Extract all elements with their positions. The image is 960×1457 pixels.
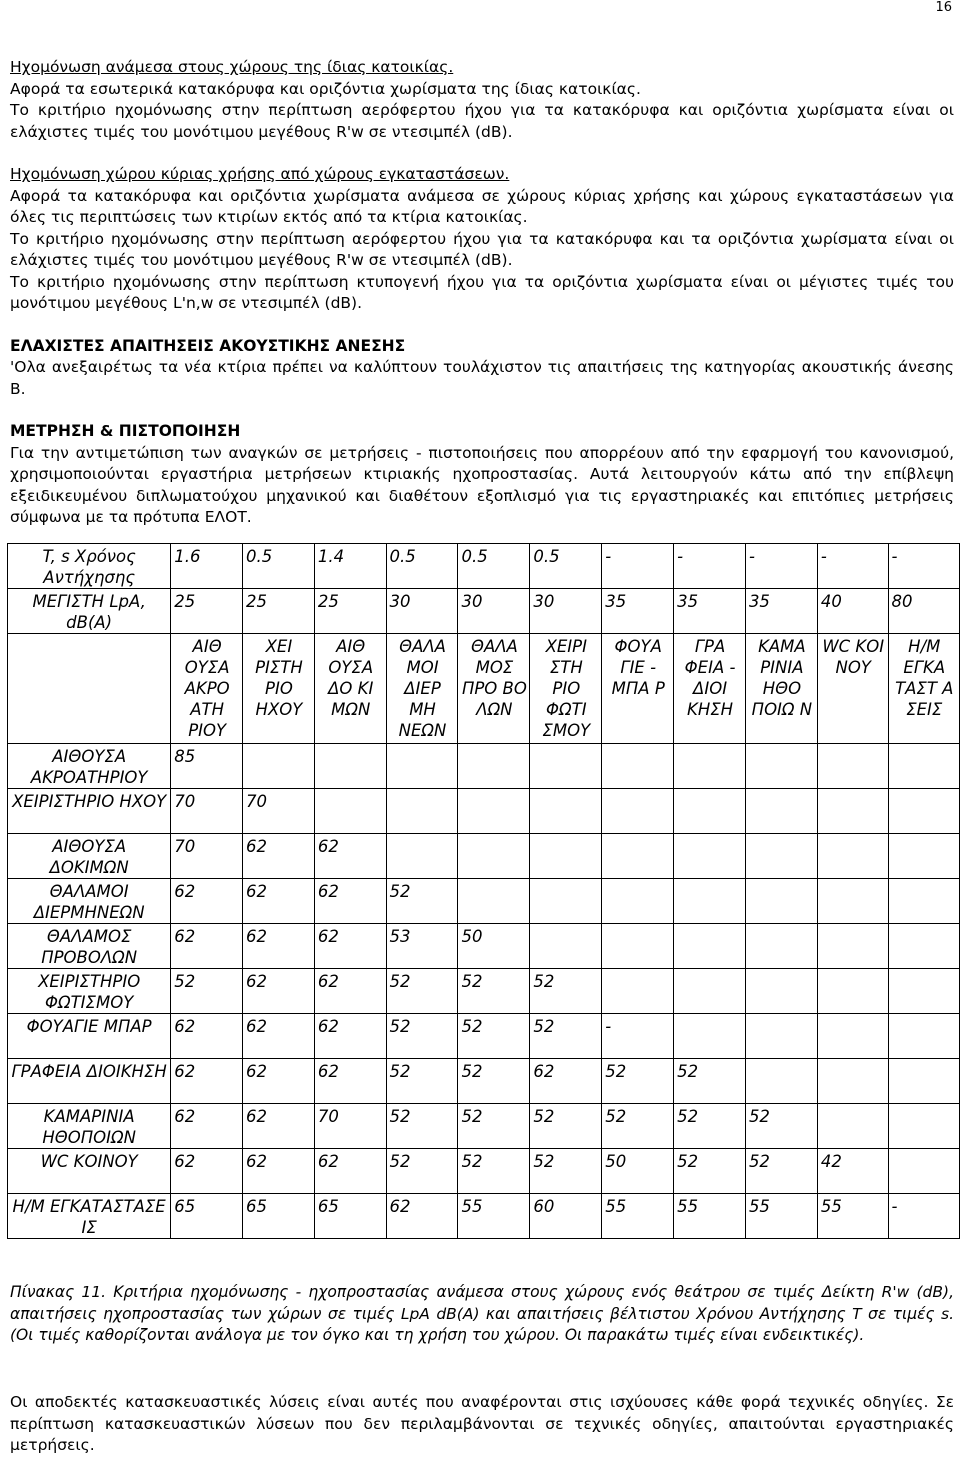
row-header: ΑΙΘΟΥΣΑ ΑΚΡΟΑΤΗΡΙΟΥ <box>8 744 171 789</box>
row-header: WC ΚΟΙΝΟΥ <box>8 1149 171 1194</box>
column-header: ΘΑΛΑ ΜΟΙ ΔΙΕΡ ΜΗ ΝΕΩΝ <box>386 634 458 744</box>
table-cell <box>530 879 602 924</box>
table-cell <box>817 879 888 924</box>
row-header: ΚΑΜΑΡΙΝΙΑ ΗΘΟΠΟΙΩΝ <box>8 1104 171 1149</box>
table-cell <box>817 969 888 1014</box>
table-row <box>8 789 960 834</box>
column-header-row <box>8 634 960 744</box>
table-cell: 62 <box>386 1194 458 1239</box>
table-row <box>8 924 960 969</box>
table-cell: 50 <box>602 1149 674 1194</box>
table-cell: 0.5 <box>386 544 458 589</box>
column-header: ΑΙΘ ΟΥΣΑ ΑΚΡΟ ΑΤΗ ΡΙΟΥ <box>171 634 243 744</box>
table-cell: 52 <box>386 1149 458 1194</box>
row-header: ΦΟΥΑΓΙΕ ΜΠΑΡ <box>8 1014 171 1059</box>
table-row <box>8 1104 960 1149</box>
table-cell <box>458 879 530 924</box>
table-cell <box>314 744 386 789</box>
table-cell <box>386 744 458 789</box>
table-cell: 60 <box>530 1194 602 1239</box>
table-cell <box>602 834 674 879</box>
table-cell <box>888 1059 959 1104</box>
table-cell <box>530 789 602 834</box>
table-cell <box>745 1014 817 1059</box>
table-cell <box>674 789 746 834</box>
table-cell: 62 <box>242 924 314 969</box>
table-cell: 55 <box>602 1194 674 1239</box>
acoustics-table <box>7 543 960 1239</box>
paragraph: Αφορά τα κατακόρυφα και οριζόντια χωρίσματα ανάμεσα σε χώρους κύριας χρήσης και χώρους εγκαταστάσεων για όλες τις περιπτώσεις των κτιρίων εκτός από τα κτίρια κατοικίας. <box>10 186 954 226</box>
column-header: ΧΕΙ ΡΙΣΤΗ ΡΙΟ ΗΧΟΥ <box>242 634 314 744</box>
table-cell: 62 <box>314 969 386 1014</box>
column-header: ΓΡΑ ΦΕΙΑ - ΔΙΟΙ ΚΗΣΗ <box>674 634 746 744</box>
table-cell: 55 <box>458 1194 530 1239</box>
table-cell: 25 <box>314 589 386 634</box>
table-cell <box>602 744 674 789</box>
table-cell <box>674 924 746 969</box>
table-cell: 65 <box>314 1194 386 1239</box>
table-cell: 62 <box>171 879 243 924</box>
table-row <box>8 544 960 589</box>
table-cell: 62 <box>314 1014 386 1059</box>
table-cell <box>817 834 888 879</box>
row-header: Η/Μ ΕΓΚΑΤΑΣΤΑΣΕ ΙΣ <box>8 1194 171 1239</box>
table-cell <box>745 1059 817 1104</box>
table-cell <box>745 834 817 879</box>
table-cell: 52 <box>458 969 530 1014</box>
table-row <box>8 1014 960 1059</box>
table-cell: 40 <box>817 589 888 634</box>
table-cell: 62 <box>242 1059 314 1104</box>
table-cell <box>817 744 888 789</box>
table-cell <box>888 834 959 879</box>
table-cell: 62 <box>171 924 243 969</box>
table-cell <box>745 969 817 1014</box>
table-cell <box>314 789 386 834</box>
row-header: ΜΕΓΙΣΤΗ LpA, dB(A) <box>8 589 171 634</box>
table-cell <box>602 924 674 969</box>
row-header: ΧΕΙΡΙΣΤΗΡΙΟ ΗΧΟΥ <box>8 789 171 834</box>
row-header: ΓΡΑΦΕΙΑ ΔΙΟΙΚΗΣΗ <box>8 1059 171 1104</box>
table-caption: Πίνακας 11. Κριτήρια ηχομόνωσης - ηχοπροστασίας ανάμεσα στους χώρους ενός θεάτρου σε τιμές Δείκτη R'w (dB), απαιτήσεις ηχοπροστασίας των χώρων σε τιμές LpA dB(A) και απαιτήσεις βέλτιστου Χρόνου Αντήχησης T σε τιμές s. (Οι τιμές καθορίζονται ανάλογα με τον όγκο και τη χρήση του χώρου. Οι παρακάτω τιμές είναι ενδεικτικές). <box>10 1283 954 1344</box>
table-cell: - <box>817 544 888 589</box>
table-cell <box>602 879 674 924</box>
table-cell: 62 <box>171 1104 243 1149</box>
table-cell: 52 <box>458 1149 530 1194</box>
section-title: ΜΕΤΡΗΣΗ & ΠΙΣΤΟΠΟΙΗΣΗ <box>10 422 241 440</box>
table-cell: 70 <box>314 1104 386 1149</box>
table-cell <box>817 924 888 969</box>
table-cell <box>530 924 602 969</box>
table-cell: 52 <box>386 879 458 924</box>
table-cell <box>888 879 959 924</box>
table-cell <box>745 789 817 834</box>
table-cell <box>745 744 817 789</box>
table-cell: 62 <box>242 1149 314 1194</box>
table-cell <box>674 969 746 1014</box>
table-cell: 52 <box>386 1059 458 1104</box>
table-cell <box>888 1149 959 1194</box>
row-header: ΘΑΛΑΜΟΣ ΠΡΟΒΟΛΩΝ <box>8 924 171 969</box>
table-cell: 50 <box>458 924 530 969</box>
table-cell: 52 <box>458 1059 530 1104</box>
column-header: ΧΕΙΡΙ ΣΤΗ ΡΙΟ ΦΩΤΙ ΣΜΟΥ <box>530 634 602 744</box>
table-cell: 62 <box>242 1104 314 1149</box>
table-cell <box>242 744 314 789</box>
table-cell: 70 <box>242 789 314 834</box>
column-header: Η/Μ ΕΓΚΑ ΤΑΣΤ Α ΣΕΙΣ <box>888 634 959 744</box>
paragraph: Αφορά τα εσωτερικά κατακόρυφα και οριζόντια χωρίσματα της ίδιας κατοικίας. <box>10 79 641 98</box>
table-cell: 35 <box>602 589 674 634</box>
table-cell: 62 <box>242 969 314 1014</box>
table-cell <box>888 1104 959 1149</box>
paragraph: Το κριτήριο ηχομόνωσης στην περίπτωση κτυπογενή ήχου για τα οριζόντια χωρίσματα είναι οι μέγιστες τιμές του μονότιμου μεγέθους L'n,w σε ντεσιμπέλ (dB). <box>10 272 954 312</box>
table-cell: 0.5 <box>242 544 314 589</box>
table-cell: 62 <box>242 834 314 879</box>
table-cell <box>888 1014 959 1059</box>
table-cell <box>817 1104 888 1149</box>
table-cell: 52 <box>171 969 243 1014</box>
table-cell <box>745 924 817 969</box>
table-cell: 52 <box>674 1149 746 1194</box>
table-cell <box>817 1014 888 1059</box>
column-header: ΚΑΜΑ ΡΙΝΙΑ ΗΘΟ ΠΟΙΩ Ν <box>745 634 817 744</box>
paragraph: 'Ολα ανεξαιρέτως τα νέα κτίρια πρέπει να καλύπτουν τουλάχιστον τις απαιτήσεις της κατηγορίας ακουστικής άνεσης Β. <box>10 358 954 398</box>
table-cell: 62 <box>171 1149 243 1194</box>
table-cell: 55 <box>674 1194 746 1239</box>
corner-cell <box>8 634 171 744</box>
table-cell: 52 <box>458 1014 530 1059</box>
table-cell <box>888 744 959 789</box>
table-cell: 62 <box>171 1059 243 1104</box>
table-cell <box>674 1014 746 1059</box>
table-cell <box>386 834 458 879</box>
table-cell: 0.5 <box>458 544 530 589</box>
table-row <box>8 744 960 789</box>
table-cell: 1.4 <box>314 544 386 589</box>
table-cell: 30 <box>458 589 530 634</box>
table-cell: - <box>888 1194 959 1239</box>
table-cell: 65 <box>242 1194 314 1239</box>
table-cell: 52 <box>602 1104 674 1149</box>
table-cell: 25 <box>171 589 243 634</box>
table-row <box>8 879 960 924</box>
table-cell: 52 <box>745 1149 817 1194</box>
table-cell: 52 <box>386 969 458 1014</box>
table-cell: 52 <box>674 1059 746 1104</box>
table-cell: 62 <box>314 879 386 924</box>
table-cell <box>888 924 959 969</box>
table-row <box>8 1059 960 1104</box>
table-cell: 35 <box>674 589 746 634</box>
table-cell <box>817 1059 888 1104</box>
table-cell: 65 <box>171 1194 243 1239</box>
table-cell: 52 <box>530 969 602 1014</box>
table-cell: 55 <box>745 1194 817 1239</box>
row-header: ΘΑΛΑΜΟΙ ΔΙΕΡΜΗΝΕΩΝ <box>8 879 171 924</box>
body-text <box>10 57 954 529</box>
table-cell: 52 <box>386 1104 458 1149</box>
table-cell: 0.5 <box>530 544 602 589</box>
table-cell <box>458 834 530 879</box>
table-cell: 62 <box>242 879 314 924</box>
table-cell: 52 <box>386 1014 458 1059</box>
table-cell: 25 <box>242 589 314 634</box>
table-cell: 53 <box>386 924 458 969</box>
table-cell: 30 <box>386 589 458 634</box>
table-cell: 52 <box>530 1104 602 1149</box>
column-header: ΘΑΛΑ ΜΟΣ ΠΡΟ ΒΟ ΛΩΝ <box>458 634 530 744</box>
table-cell: 62 <box>242 1014 314 1059</box>
table-cell: 62 <box>314 1149 386 1194</box>
table-cell: 62 <box>314 834 386 879</box>
table-cell: 1.6 <box>171 544 243 589</box>
table-cell <box>888 789 959 834</box>
table-cell: 30 <box>530 589 602 634</box>
table-cell <box>602 969 674 1014</box>
table-cell: 52 <box>674 1104 746 1149</box>
paragraph: Οι αποδεκτές κατασκευαστικές λύσεις είναι αυτές που αναφέρονται στις ισχύουσες κάθε φορά τεχνικές οδηγίες. Σε περίπτωση κατασκευαστικών λύσεων που δεν περιλαμβάνονται σε τεχνικές οδηγίες, απαιτούνται εργαστηριακές μετρήσεις. <box>10 1393 954 1454</box>
table-cell: 52 <box>745 1104 817 1149</box>
page-number: 16 <box>935 0 952 15</box>
table-cell <box>458 789 530 834</box>
table-row <box>8 1149 960 1194</box>
table-cell <box>530 744 602 789</box>
table-cell: 55 <box>817 1194 888 1239</box>
table-cell: 42 <box>817 1149 888 1194</box>
table-cell <box>817 789 888 834</box>
paragraph: Το κριτήριο ηχομόνωσης στην περίπτωση αερόφερτου ήχου για τα κατακόρυφα και τα οριζόντια χωρίσματα είναι οι ελάχιστες τιμές του μονότιμου μεγέθους R'w σε ντεσιμπέλ (dB). <box>10 229 954 269</box>
table-cell <box>458 744 530 789</box>
row-header: T, s Χρόνος Αντήχησης <box>8 544 171 589</box>
paragraph: Για την αντιμετώπιση των αναγκών σε μετρήσεις - πιστοποιήσεις που απορρέουν από την εφαρμογή του κανονισμού, χρησιμοποιούνται εργαστήρια μετρήσεων κτιριακής ηχοπροστασίας. Αυτά λειτουργούν κάτω από την επίβλεψη εξειδικευμένου διπλωματούχου μηχανικού και διαθέτουν εξοπλισμό για τις εργαστηριακές και επιτόπιες μετρήσεις σύμφωνα με τα πρότυπα ΕΛΟΤ. <box>10 443 954 526</box>
table-cell: 80 <box>888 589 959 634</box>
table-cell: 52 <box>458 1104 530 1149</box>
section-title: Ηχομόνωση χώρου κύριας χρήσης από χώρους εγκαταστάσεων. <box>10 165 510 183</box>
section-title: Ηχομόνωση ανάμεσα στους χώρους της ίδιας κατοικίας. <box>10 58 454 76</box>
section-title: ΕΛΑΧΙΣΤΕΣ ΑΠΑΙΤΗΣΕΙΣ ΑΚΟΥΣΤΙΚΗΣ ΑΝΕΣΗΣ <box>10 336 406 355</box>
table-cell: 52 <box>530 1014 602 1059</box>
table-cell: 62 <box>314 1059 386 1104</box>
table-cell <box>602 789 674 834</box>
table-cell: 62 <box>530 1059 602 1104</box>
table-cell: - <box>602 544 674 589</box>
table-cell <box>530 834 602 879</box>
table-cell: - <box>602 1014 674 1059</box>
table-cell: - <box>674 544 746 589</box>
table-cell: 85 <box>171 744 243 789</box>
table-row <box>8 969 960 1014</box>
table-cell: 52 <box>530 1149 602 1194</box>
table-cell: 35 <box>745 589 817 634</box>
row-header: ΑΙΘΟΥΣΑ ΔΟΚΙΜΩΝ <box>8 834 171 879</box>
table-cell: 62 <box>171 1014 243 1059</box>
table-cell <box>745 879 817 924</box>
table-cell: 70 <box>171 789 243 834</box>
table-cell <box>386 789 458 834</box>
table-cell: 62 <box>314 924 386 969</box>
table-cell <box>674 879 746 924</box>
table-cell <box>674 744 746 789</box>
table-cell <box>888 969 959 1014</box>
table-row <box>8 589 960 634</box>
table-row <box>8 1194 960 1239</box>
paragraph: Το κριτήριο ηχομόνωσης στην περίπτωση αερόφερτου ήχου για τα κατακόρυφα και οριζόντια χωρίσματα είναι οι ελάχιστες τιμές του μονότιμου μεγέθους R'w σε ντεσιμπέλ (dB). <box>10 101 954 141</box>
table-cell: - <box>745 544 817 589</box>
column-header: WC ΚΟΙ ΝΟΥ <box>817 634 888 744</box>
column-header: ΑΙΘ ΟΥΣΑ ΔΟ ΚΙ ΜΩΝ <box>314 634 386 744</box>
table-cell: - <box>888 544 959 589</box>
table-cell: 70 <box>171 834 243 879</box>
table-cell <box>674 834 746 879</box>
row-header: ΧΕΙΡΙΣΤΗΡΙΟ ΦΩΤΙΣΜΟΥ <box>8 969 171 1014</box>
column-header: ΦΟΥΑ ΓΙΕ - ΜΠΑ Ρ <box>602 634 674 744</box>
table-cell: 52 <box>602 1059 674 1104</box>
table-row <box>8 834 960 879</box>
